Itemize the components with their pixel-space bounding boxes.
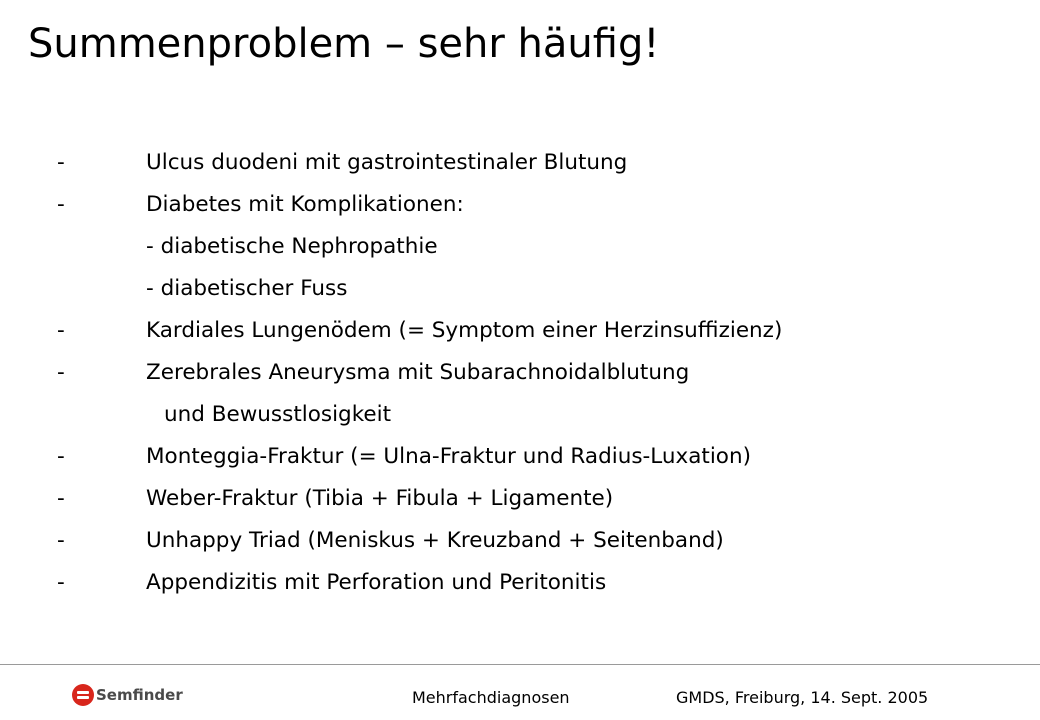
- item-text: Kardiales Lungenödem (= Symptom einer Herzinsuffizienz): [146, 318, 783, 343]
- list-item: [0, 478, 1040, 520]
- list-item: [0, 394, 1040, 436]
- list-item: [0, 184, 1040, 226]
- bullet-dash: -: [57, 192, 65, 217]
- semfinder-logo-icon: [72, 684, 94, 706]
- logo-text: Semfinder: [96, 686, 183, 704]
- item-text: Ulcus duodeni mit gastrointestinaler Blutung: [146, 150, 628, 175]
- slide-title: Summenproblem – sehr häufig!: [28, 21, 660, 67]
- bullet-dash: -: [57, 570, 65, 595]
- list-item: [0, 226, 1040, 268]
- bullet-dash: -: [57, 444, 65, 469]
- item-text: - diabetischer Fuss: [146, 276, 348, 301]
- item-text: Diabetes mit Komplikationen:: [146, 192, 464, 217]
- semfinder-logo: [72, 682, 183, 708]
- bullet-dash: -: [57, 528, 65, 553]
- footer-topic: Mehrfachdiagnosen: [412, 688, 570, 707]
- bullet-dash: -: [57, 486, 65, 511]
- list-item: [0, 268, 1040, 310]
- item-text: und Bewusstlosigkeit: [164, 402, 392, 427]
- bullet-dash: -: [57, 318, 65, 343]
- list-item: [0, 562, 1040, 604]
- item-text: - diabetische Nephropathie: [146, 234, 438, 259]
- footer-event: GMDS, Freiburg, 14. Sept. 2005: [676, 688, 929, 707]
- item-text: Appendizitis mit Perforation und Peritonitis: [146, 570, 607, 595]
- item-list: [0, 142, 1040, 604]
- list-item: [0, 142, 1040, 184]
- footer-divider: [0, 664, 1040, 665]
- item-text: Monteggia-Fraktur (= Ulna-Fraktur und Radius-Luxation): [146, 444, 751, 469]
- list-item: [0, 436, 1040, 478]
- item-text: Zerebrales Aneurysma mit Subarachnoidalblutung: [146, 360, 690, 385]
- list-item: [0, 520, 1040, 562]
- item-text: Unhappy Triad (Meniskus + Kreuzband + Seitenband): [146, 528, 724, 553]
- bullet-dash: -: [57, 360, 65, 385]
- bullet-dash: -: [57, 150, 65, 175]
- list-item: [0, 310, 1040, 352]
- list-item: [0, 352, 1040, 394]
- item-text: Weber-Fraktur (Tibia + Fibula + Ligamente): [146, 486, 614, 511]
